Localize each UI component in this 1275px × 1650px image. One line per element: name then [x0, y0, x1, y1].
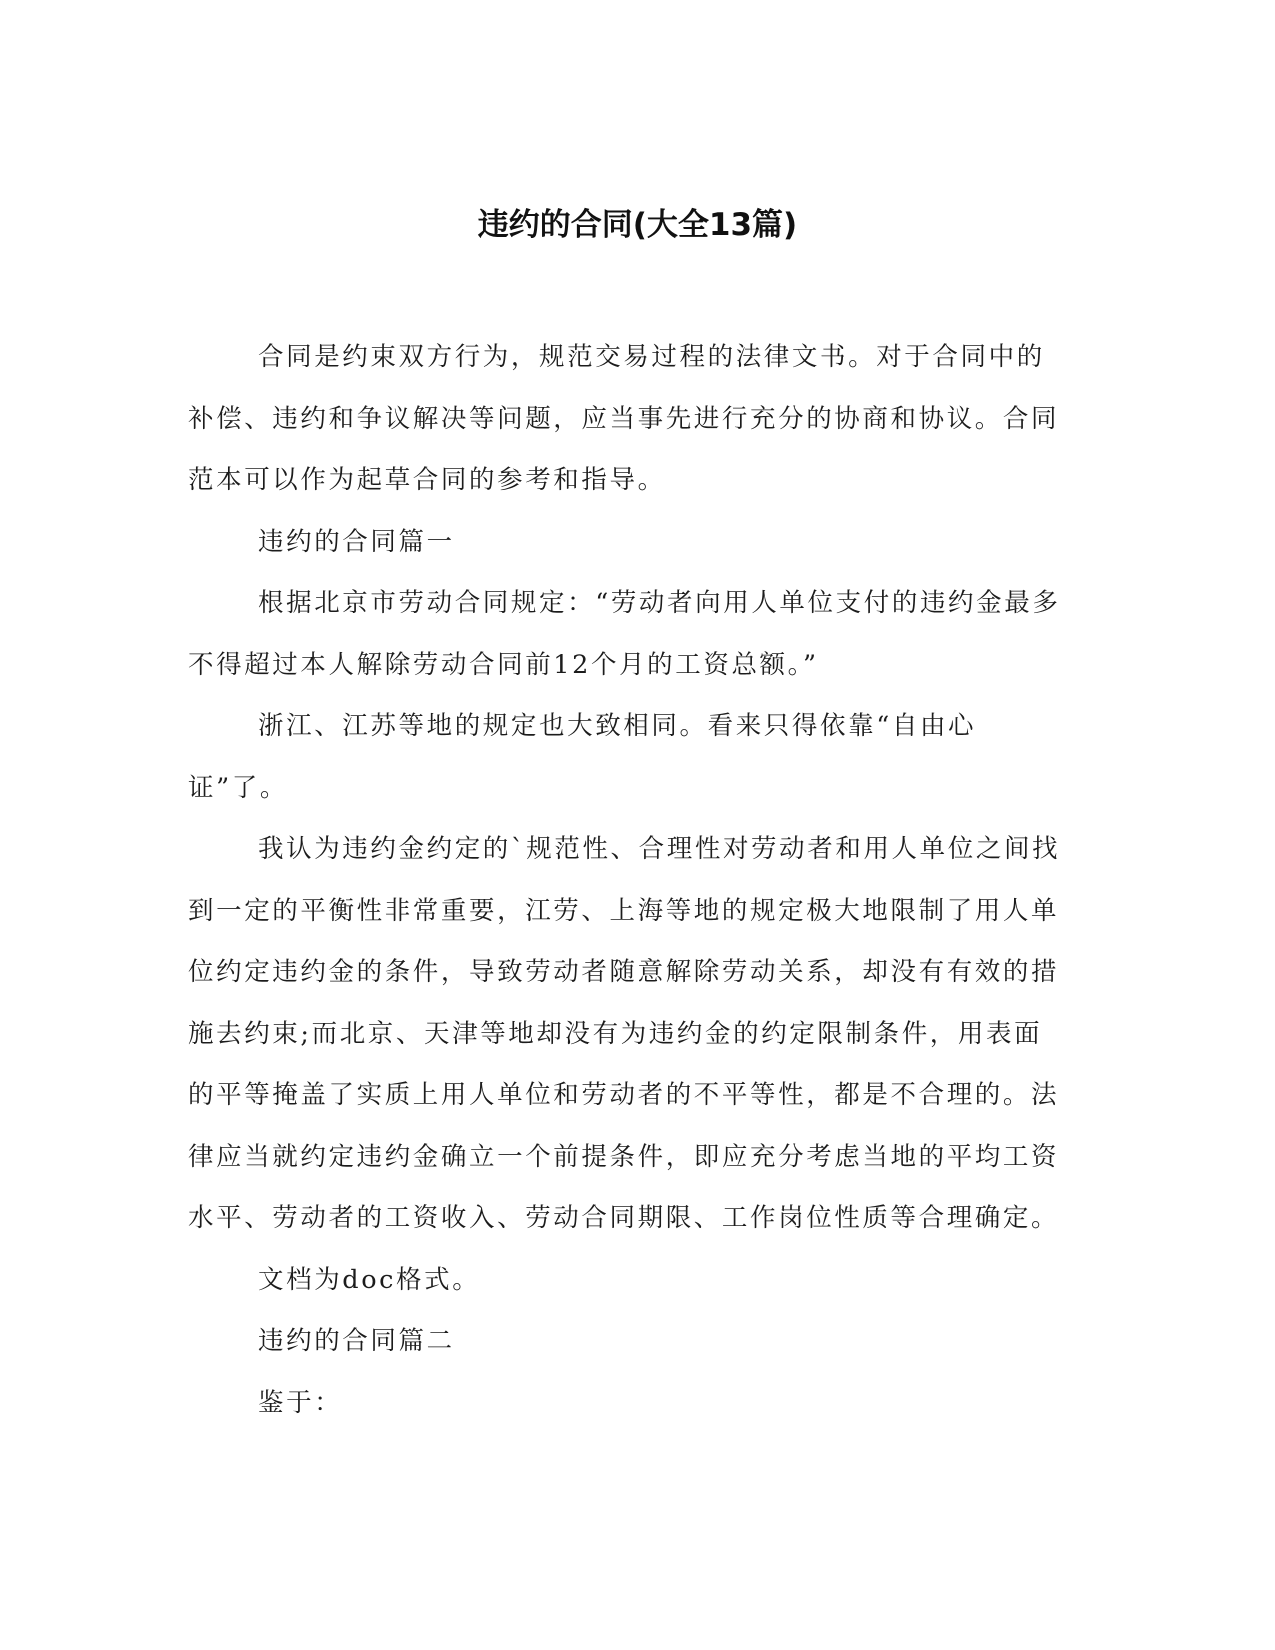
section-heading-1: 违约的合同篇一	[258, 526, 455, 557]
body-paragraph: 我认为违约金约定的`规范性、合理性对劳动者和用人单位之间找到一定的平衡性非常重要，江劳、上海等地的规定极大地限制了用人单位约定违约金的条件，导致劳动者随意解除劳动关系，却没有有效的措施去约束;而北京、天津等地却没有为违约金的约定限制条件，用表面的平等掩盖了实质上用人单位和劳动者的不平等性，都是不合理的。法律应当就约定违约金确立一个前提条件，即应充分考虑当地的平均工资水平、劳动者的工资收入、劳动合同期限、工作岗位性质等合理确定。	[188, 834, 1061, 1233]
body-paragraph: 鉴于：	[258, 1387, 343, 1418]
document-title: 违约的合同(大全13篇)	[477, 207, 798, 243]
body-paragraph: 根据北京市劳动合同规定：“劳动者向用人单位支付的违约金最多不得超过本人解除劳动合同前12个月的工资总额。”	[188, 588, 1061, 680]
document-body	[188, 327, 1068, 1434]
intro-paragraph: 合同是约束双方行为，规范交易过程的法律文书。对于合同中的补偿、违约和争议解决等问题，应当事先进行充分的协商和协议。合同范本可以作为起草合同的参考和指导。	[188, 342, 1060, 495]
section-heading-2: 违约的合同篇二	[258, 1326, 455, 1356]
body-paragraph: 浙江、江苏等地的规定也大致相同。看来只得依靠“自由心证”了。	[188, 711, 977, 803]
body-paragraph: 文档为doc格式。	[258, 1264, 481, 1295]
